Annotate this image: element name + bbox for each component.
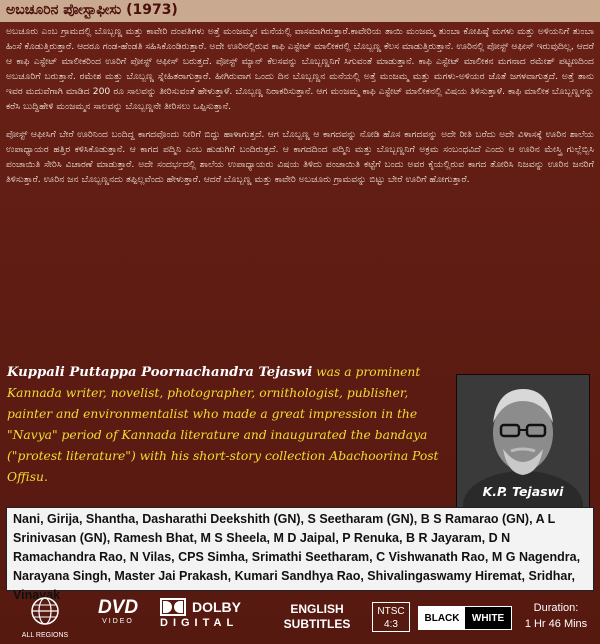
ntsc-label: NTSC [377, 606, 405, 617]
subtitles-language: ENGLISH [290, 602, 344, 616]
author-bio-text: was a prominent Kannada writer, novelist, photographer, ornithologist, publisher, painter and environmentalist who made a great impression in the "Navya" period of Kannada literature and inaugurated the bandaya ("protest literature") with his short-story collection Abachoorina Post Offisu. [7, 365, 439, 484]
dolby-sub-label: DIGITAL [160, 617, 239, 629]
author-name: Kuppali Puttappa Poornachandra Tejaswi [7, 365, 313, 380]
title-bar [0, 0, 600, 22]
duration-label: Duration: [533, 602, 579, 614]
duration-info [516, 600, 596, 632]
globe-icon [30, 596, 60, 626]
subtitles-info [276, 602, 358, 632]
aspect-ratio: 4:3 [384, 619, 398, 630]
synopsis-paragraph-2: ಪೋಸ್ಟ್ ಆಫೀಸಿಗೆ ಬೇರೆ ಊರಿನಿಂದ ಬಂದಿದ್ದ ಕಾಗದವೊಂದು ನೀರಿಗೆ ಬಿದ್ದು ಹಾಳಾಗುತ್ತದೆ. ಆಗ ಬೊಬ್ಬಣ್ಣ ಆ ಕಾಗದವನ್ನು ನೋಡಿ ಹೊಸ ಕಾಗದವನ್ನು ಅದೇ ರೀತಿ ಬರೆದು ಅದೇ ವಿಳಾಸಕ್ಕೆ ಊರಿನ ಶಾಲೆಯ ಉಪಾಧ್ಯಾಯರ ಹತ್ತಿರ ಕಳಿಸಿಕೊಡುತ್ತಾನೆ. ಆ ಕಾಗದ ಪದ್ಮಿನಿ ಎಂಬ ಹುಡುಗಿಗೆ ಬಂದಿರುತ್ತದೆ. ಆ ಕಾಗದದಿಂದ ಪದ್ಮಿನಿ ಮತ್ತು ಬೊಬ್ಬಣ್ಣನಿಗೆ ಅಕ್ರಮ ಸಂಬಂಧವಿದೆ ಎಂದು ಆ ಊರಿನ ಮೇಸ್ತ್ರಿ ಗುಲ್ಲೆಬ್ಬಿಸಿ ಪಂಚಾಯಿತಿ ಸೇರಿಸಿ ವಿಚಾರಣೆ ಮಾಡುತ್ತಾರೆ. ಅದೇ ಸಂದರ್ಭದಲ್ಲಿ ಶಾಲೆಯ ಉಪಾಧ್ಯಾಯರು ವಿಷಯ ತಿಳಿದು ಪಂಚಾಯಿತಿ ಕಟ್ಟೆಗೆ ಬಂದು ಅವರ ಕೈಯಲ್ಲಿರುವ ಕಾಗದ ತೋರಿಸಿ ನಿಜವನ್ನು ಊರಿನ ಜನರಿಗೆ ತಿಳಿಸುತ್ತಾರೆ. ಊರಿನ ಜನ ಬೊಬ್ಬಣ್ಣನದು ತಪ್ಪಿಲ್ಲವೆಂದು ಹೇಳುತ್ತಾರೆ. ಆದರೆ ಬೊಬ್ಬಣ್ಣ ಮತ್ತು ಕಾವೇರಿ ಅಬಚೂರು ಗ್ರಾಮವನ್ನು ಬಿಟ್ಟು ಬೇರೆ ಊರಿಗೆ ಹೋಗುತ್ತಾರೆ. [6, 129, 594, 185]
synopsis-paragraph-1: ಅಬಚೂರು ಎಂಬ ಗ್ರಾಮದಲ್ಲಿ ಬೊಬ್ಬಣ್ಣ ಮತ್ತು ಕಾವೇರಿ ದಂಪತಿಗಳು ಅತ್ತೆ ಮಂಜಮ್ಮನ ಮನೆಯಲ್ಲಿ ವಾಸಮಾಗಿರುತ್ತಾರೆ.ಕಾವೇರಿಯ ತಾಯಿ ಮಂಜಮ್ಮ ತುಂಬಾ ಕೋಪಿಷ್ಠೆ ಮಗಳು ಮತ್ತು ಅಳಿಯನಿಗೆ ತುಂಬಾ ಹಿಂಸೆ ಕೊಡುತ್ತಿರುತ್ತಾರೆ. ಆದರೂ ಗಂಡ-ಹೆಂಡತಿ ಸಹಿಸಿಕೊಂಡಿರುತ್ತಾರೆ. ಅದೇ ಊರಿನಲ್ಲಿರುವ ಕಾಫಿ ಎಸ್ಟೇಟ್ ಮಾಲೀಕರಲ್ಲಿ ಬೊಬ್ಬಣ್ಣ ಕೆಲಸ ಮಾಡುತ್ತಿರುತ್ತಾನೆ. ಊರಿನಲ್ಲಿ ಪೋಸ್ಟ್ ಆಫೀಸ್ ಇರುವುದಿಲ್ಲ, ಆದರೆ ಆ ಕಾಫಿ ಎಸ್ಟೇಟ್ ಮಾಲೀಕರಿಂದ ಊರಿಗೆ ಪೋಸ್ಟ್ ಆಫೀಸ್ ಬರುತ್ತದೆ. ಪೋಸ್ಟ್ ಮ್ಯಾನ್ ಕೆಲಸವನ್ನು ಬೊಬ್ಬಣ್ಣನಿಗೆ ಸಿಗುವಂತೆ ಮಾಡುತ್ತಾನೆ. ಕಾಫಿ ಎಸ್ಟೇಟ್ ಮಾಲೀಕನ ಮಗನಾದ ರಮೇಶ್ ಪಟ್ಟಣದಿಂದ ಅಬಚೂರಿಗೆ ಬರುತ್ತಾನೆ. ರಮೇಶ ಮತ್ತು ಬೊಬ್ಬಣ್ಣ ಸ್ನೇಹಿತರಾಗುತ್ತಾರೆ. ಹೀಗಿರುವಾಗ ಒಂದು ದಿನ ಬೊಬ್ಬಣ್ಣನ ಮನೆಯಲ್ಲಿ ಅತ್ತೆ ಮಂಜಮ್ಮ ಮತ್ತು ಮಗಳು-ಅಳಿಯರ ಜೊತೆ ಜಗಳವಾಗುತ್ತದೆ. ಅತ್ತೆ ತಾನು ಇವರ ಮದುವೆಗಾಗಿ ಮಾಡಿದ 200 ರೂ ಸಾಲವನ್ನು ತೀರಿಸುವಂತೆ ಹೇಳುತ್ತಾಳೆ. ಬೊಬ್ಬಣ್ಣ ನಿರಾಕರಿಸುತ್ತಾನೆ. ಆಗ ಮಂಜಮ್ಮ ಕಾಫಿ ಎಸ್ಟೇಟ್ ಮಾಲೀಕನಲ್ಲಿ ವಿಷಯ ತಿಳಿಸುತ್ತಾಳೆ. ಕಾಫಿ ಮಾಲೀಕ ಬೊಬ್ಬಣ್ಣನನ್ನು ಕರೆಸಿ ಬುದ್ದಿಹೇಳಿ ಮಂಜಮ್ಮನ ಸಾಲವನ್ನು ಬೊಬ್ಬಣ್ಣನೇ ತೀರಿಸಲು ಒಪ್ಪಿಸುತ್ತಾನೆ. [6, 26, 594, 112]
footer-specs [0, 594, 600, 644]
ntsc-badge [372, 602, 410, 632]
white-label: WHITE [465, 607, 511, 629]
duration-value: 1 Hr 46 Mins [524, 618, 588, 630]
dolby-label: DOLBY [192, 599, 241, 615]
dvd-label: DVD [97, 597, 139, 618]
dvd-video-logo [92, 598, 144, 625]
dolby-digital-logo [160, 598, 260, 629]
black-label: BLACK [419, 607, 465, 629]
subtitles-label: SUBTITLES [283, 617, 351, 631]
dolby-double-d-icon [160, 598, 186, 616]
film-title: ಅಬಚೂರಿನ ಪೋಸ್ಟಾಫೀಸು (1973) [6, 2, 178, 18]
synopsis [6, 24, 594, 200]
dvd-sub-label: VIDEO [102, 618, 134, 625]
black-white-badge [418, 606, 512, 630]
regions-label: ALL REGIONS [21, 632, 69, 639]
author-bio [7, 362, 447, 488]
all-regions-badge [20, 596, 70, 639]
cast-list: Nani, Girija, Shantha, Dasharathi Deekshith (GN), S Seetharam (GN), B S Ramarao (GN), A L Srinivasan (GN), Ramesh Bhat, M S Sheela, M D Jaipal, P Renuka, B R Jayaram, D N Ramachandra Rao, N Vilas, CPS Simha, Srimathi Seetharam, C Vishwanath Rao, M G Nagendra, Narayana Singh, Master Jai Prakash, Kumari Sandhya Rao, Shivalingaswamy Hiremat, Sridhar, Vinayak [6, 507, 594, 591]
photo-caption: K.P. Tejaswi [482, 484, 564, 499]
